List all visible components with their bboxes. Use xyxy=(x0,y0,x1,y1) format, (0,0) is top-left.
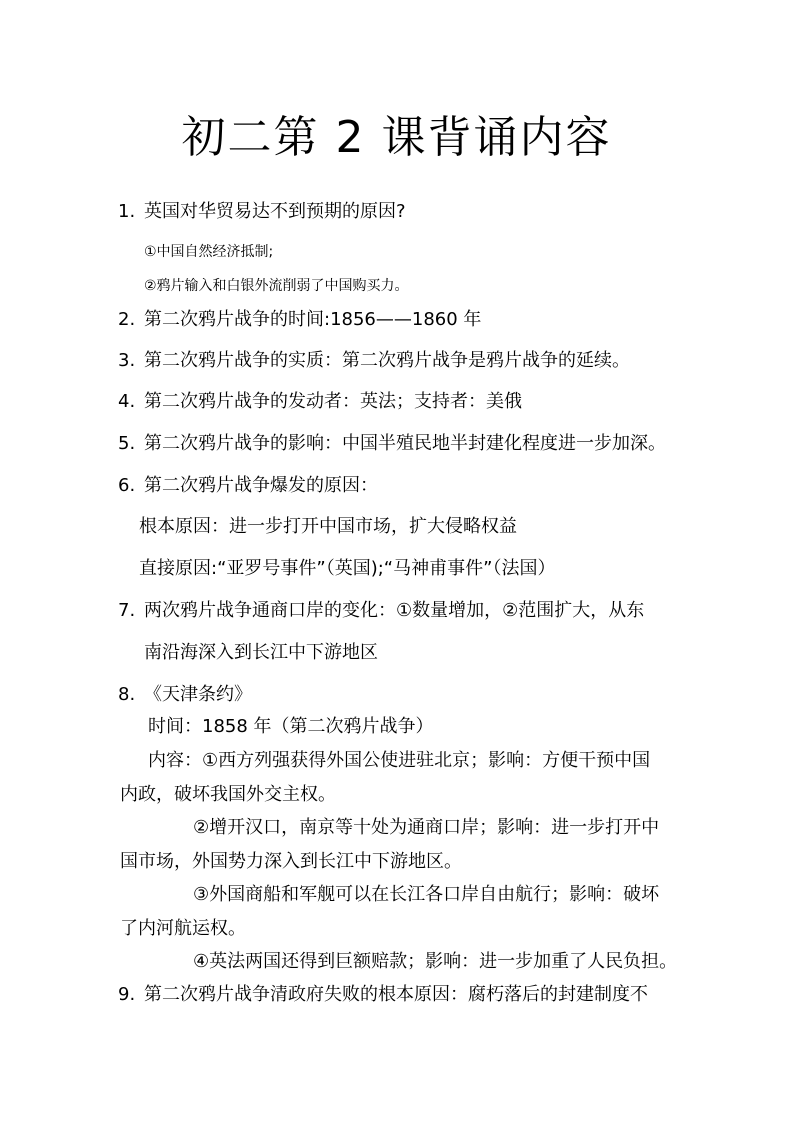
item-number: 1. xyxy=(118,201,136,222)
item-number: 5. xyxy=(118,433,136,454)
sub-item: 直接原因:“亚罗号事件”（英国);“马神甫事件”（法国） xyxy=(139,558,556,579)
sub-item: 时间：1858 年（第二次鸦片战争） xyxy=(148,716,434,737)
list-item xyxy=(118,474,378,498)
sub-item: ③外国商船和军舰可以在长江各口岸自由航行；影响：破坏 xyxy=(193,884,660,905)
item-number: 8. xyxy=(118,684,136,705)
continuation-line: 了内河航运权。 xyxy=(120,918,246,939)
item-number: 2. xyxy=(118,309,136,330)
item-text: 第二次鸦片战争的影响：中国半殖民地半封建化程度进一步加深。 xyxy=(144,433,666,454)
sub-item: ②增开汉口，南京等十处为通商口岸；影响：进一步打开中 xyxy=(193,817,660,838)
item-number: 9. xyxy=(118,984,136,1005)
item-number: 7. xyxy=(118,600,136,621)
list-item xyxy=(118,308,481,332)
continuation-line: 内政，破坏我国外交主权。 xyxy=(120,784,336,805)
page-title: 初二第 2 课背诵内容 xyxy=(181,112,612,163)
continuation-line: 南沿海深入到长江中下游地区 xyxy=(144,642,378,663)
sub-item: ①中国自然经济抵制; xyxy=(144,244,274,260)
item-text: 两次鸦片战争通商口岸的变化：①数量增加，②范围扩大，从东 xyxy=(144,600,645,621)
list-item xyxy=(118,349,630,373)
sub-item: 根本原因：进一步打开中国市场，扩大侵略权益 xyxy=(139,516,517,537)
item-number: 4. xyxy=(118,391,136,412)
item-text: 第二次鸦片战争的发动者：英法；支持者：美俄 xyxy=(144,391,522,412)
item-number: 6. xyxy=(118,475,136,496)
item-text: 第二次鸦片战争的实质：第二次鸦片战争是鸦片战争的延续。 xyxy=(144,350,630,371)
list-item xyxy=(118,683,252,707)
sub-item: ②鸦片输入和白银外流削弱了中国购买力。 xyxy=(144,278,409,294)
continuation-line: 国市场，外国势力深入到长江中下游地区。 xyxy=(120,851,462,872)
list-item xyxy=(118,390,522,414)
item-text: 第二次鸦片战争爆发的原因： xyxy=(144,475,378,496)
item-text: 第二次鸦片战争的时间:1856——1860 年 xyxy=(144,309,482,330)
sub-item: 内容：①西方列强获得外国公使进驻北京；影响：方便干预中国 xyxy=(148,750,651,771)
list-item xyxy=(118,432,666,456)
item-text: 第二次鸦片战争清政府失败的根本原因：腐朽落后的封建制度不 xyxy=(144,984,648,1005)
item-text: 英国对华贸易达不到预期的原因? xyxy=(144,201,406,222)
list-item xyxy=(118,200,406,224)
list-item xyxy=(118,983,648,1007)
item-text: 《天津条约》 xyxy=(144,684,252,705)
sub-item: ④英法两国还得到巨额赔款；影响：进一步加重了人民负担。 xyxy=(193,951,678,972)
list-item xyxy=(118,599,644,623)
item-number: 3. xyxy=(118,350,136,371)
